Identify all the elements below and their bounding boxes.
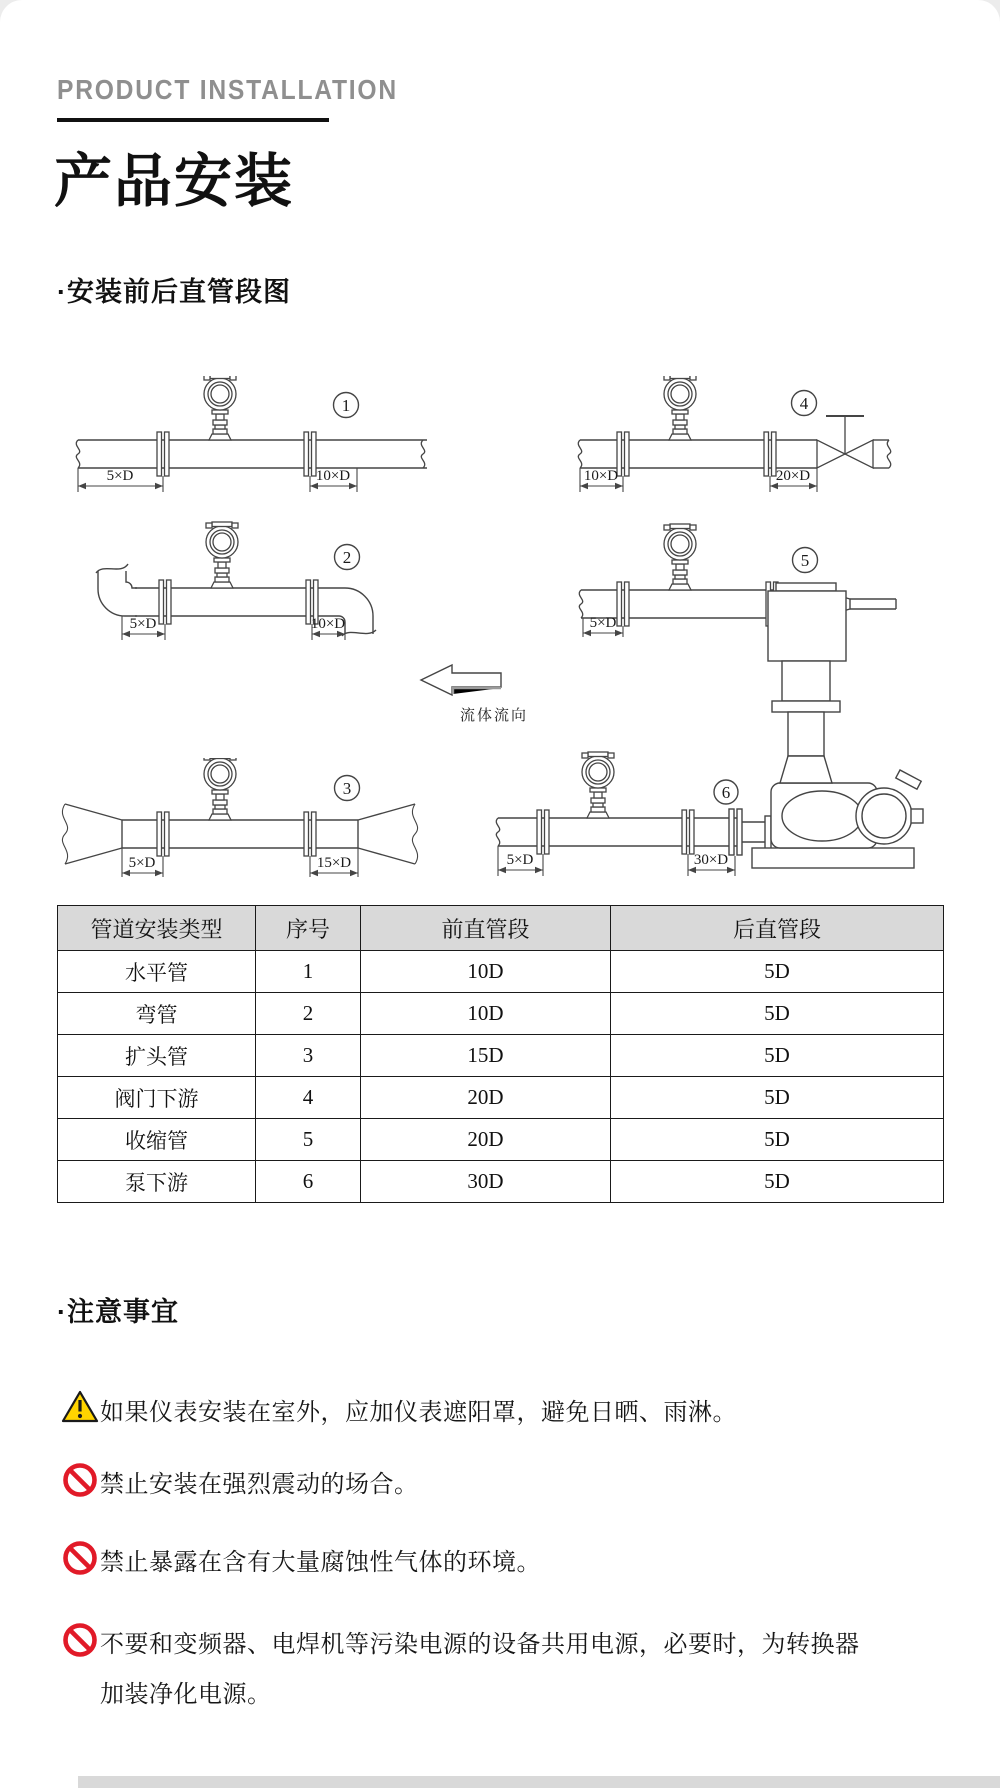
expander-icon	[62, 804, 417, 864]
flange-icon	[537, 810, 549, 854]
section-title-notes: ·注意事宜	[57, 1297, 179, 1327]
page-title: 产品安装	[54, 149, 295, 214]
diagram-number: 4	[799, 394, 809, 413]
flange-icon	[159, 580, 171, 624]
straight-pipe-table	[57, 905, 944, 1203]
flange-icon	[157, 812, 169, 856]
pipe-break-icon	[76, 440, 79, 468]
table-cell: 15D	[361, 1035, 611, 1077]
table-cell: 10D	[361, 951, 611, 993]
table-header-cell: 后直管段	[611, 906, 944, 951]
table-cell: 1	[256, 951, 361, 993]
table-cell: 泵下游	[58, 1161, 256, 1203]
table-row	[58, 1161, 944, 1203]
table-header-cell: 管道安装类型	[58, 906, 256, 951]
note-text: 不要和变频器、电焊机等污染电源的设备共用电源，必要时，为转换器加装净化电源。	[100, 1631, 860, 1708]
table-cell: 5	[256, 1119, 361, 1161]
table-cell: 弯管	[58, 993, 256, 1035]
table-cell: 阀门下游	[58, 1077, 256, 1119]
prohibition-icon	[60, 1540, 100, 1576]
dimension-label: 20×D	[775, 468, 811, 484]
flow-direction-label: 流体流向	[460, 708, 529, 724]
note-text: 禁止暴露在含有大量腐蚀性气体的环境。	[100, 1549, 541, 1576]
diagram-2-elbow-pipe	[95, 503, 455, 643]
table-row	[58, 1035, 944, 1077]
warning-triangle-icon	[60, 1390, 100, 1424]
table-cell: 4	[256, 1077, 361, 1119]
table-cell: 2	[256, 993, 361, 1035]
bottom-divider-bar	[78, 1776, 1000, 1788]
diagram-3-expander-pipe	[35, 758, 450, 888]
diagram-number: 6	[721, 783, 731, 802]
elbow-icon	[96, 564, 137, 616]
table-cell: 扩头管	[58, 1035, 256, 1077]
flange-icon	[617, 432, 629, 476]
pipe-break-icon	[578, 440, 581, 468]
dimension-label: 30×D	[693, 852, 729, 868]
table-cell: 水平管	[58, 951, 256, 993]
pipe-break-icon	[496, 818, 499, 846]
pipe-break-icon	[421, 440, 424, 468]
table-cell: 20D	[361, 1077, 611, 1119]
diagram-4-valve-downstream	[575, 376, 897, 498]
flowmeter-icon	[204, 758, 236, 820]
dimension-label: 5×D	[128, 855, 156, 871]
table-row	[58, 993, 944, 1035]
dimension-label: 10×D	[315, 468, 351, 484]
flowmeter-icon	[206, 522, 238, 588]
note-text: 如果仪表安装在室外，应加仪表遮阳罩，避免日晒、雨淋。	[100, 1399, 737, 1426]
table-header-cell: 序号	[256, 906, 361, 951]
flange-icon	[157, 432, 169, 476]
flowmeter-icon	[582, 752, 614, 818]
table-cell: 5D	[611, 1077, 944, 1119]
pipe-break-icon	[887, 440, 890, 468]
header-english: PRODUCT INSTALLATION	[57, 74, 398, 105]
dimension-label: 5×D	[506, 852, 534, 868]
table-row	[58, 1077, 944, 1119]
table-header-cell: 前直管段	[361, 906, 611, 951]
table-cell: 5D	[611, 1161, 944, 1203]
diagram-6-pump-downstream	[432, 580, 935, 895]
note-item	[60, 1538, 870, 1588]
note-text: 禁止安装在强烈震动的场合。	[100, 1471, 419, 1498]
dimension-label: 15×D	[316, 855, 352, 871]
flange-icon	[682, 810, 694, 854]
table-cell: 30D	[361, 1161, 611, 1203]
table-cell: 3	[256, 1035, 361, 1077]
dimension-label: 5×D	[129, 616, 157, 632]
diagram-1-horizontal-pipe	[75, 376, 432, 498]
flowmeter-icon	[204, 376, 236, 440]
title-divider	[57, 118, 329, 122]
table-header-row	[58, 906, 944, 951]
table-cell: 收缩管	[58, 1119, 256, 1161]
dimension-label: 5×D	[589, 615, 617, 631]
valve-icon	[817, 416, 873, 468]
diagram-number: 1	[341, 396, 351, 415]
flange-icon	[304, 812, 316, 856]
note-item	[60, 1620, 870, 1720]
pump-icon	[742, 583, 923, 868]
table-row	[58, 951, 944, 993]
table-row	[58, 1119, 944, 1161]
flange-icon	[304, 432, 316, 476]
diagram-number: 5	[800, 551, 810, 570]
flange-icon	[764, 432, 776, 476]
table-cell: 20D	[361, 1119, 611, 1161]
dimension-label: 5×D	[106, 468, 134, 484]
dimension-label: 10×D	[310, 616, 346, 632]
prohibition-icon	[60, 1622, 100, 1658]
table-cell: 6	[256, 1161, 361, 1203]
note-item	[60, 1460, 870, 1510]
section-title-diagram: ·安装前后直管段图	[57, 277, 291, 307]
table-cell: 5D	[611, 1119, 944, 1161]
table-cell: 5D	[611, 993, 944, 1035]
diagram-number: 3	[342, 779, 352, 798]
table-cell: 10D	[361, 993, 611, 1035]
note-item	[60, 1388, 870, 1438]
table-cell: 5D	[611, 1035, 944, 1077]
prohibition-icon	[60, 1462, 100, 1498]
diagram-number: 2	[342, 548, 352, 567]
dimension-label: 10×D	[583, 468, 619, 484]
flowmeter-icon	[664, 376, 696, 440]
table-cell: 5D	[611, 951, 944, 993]
